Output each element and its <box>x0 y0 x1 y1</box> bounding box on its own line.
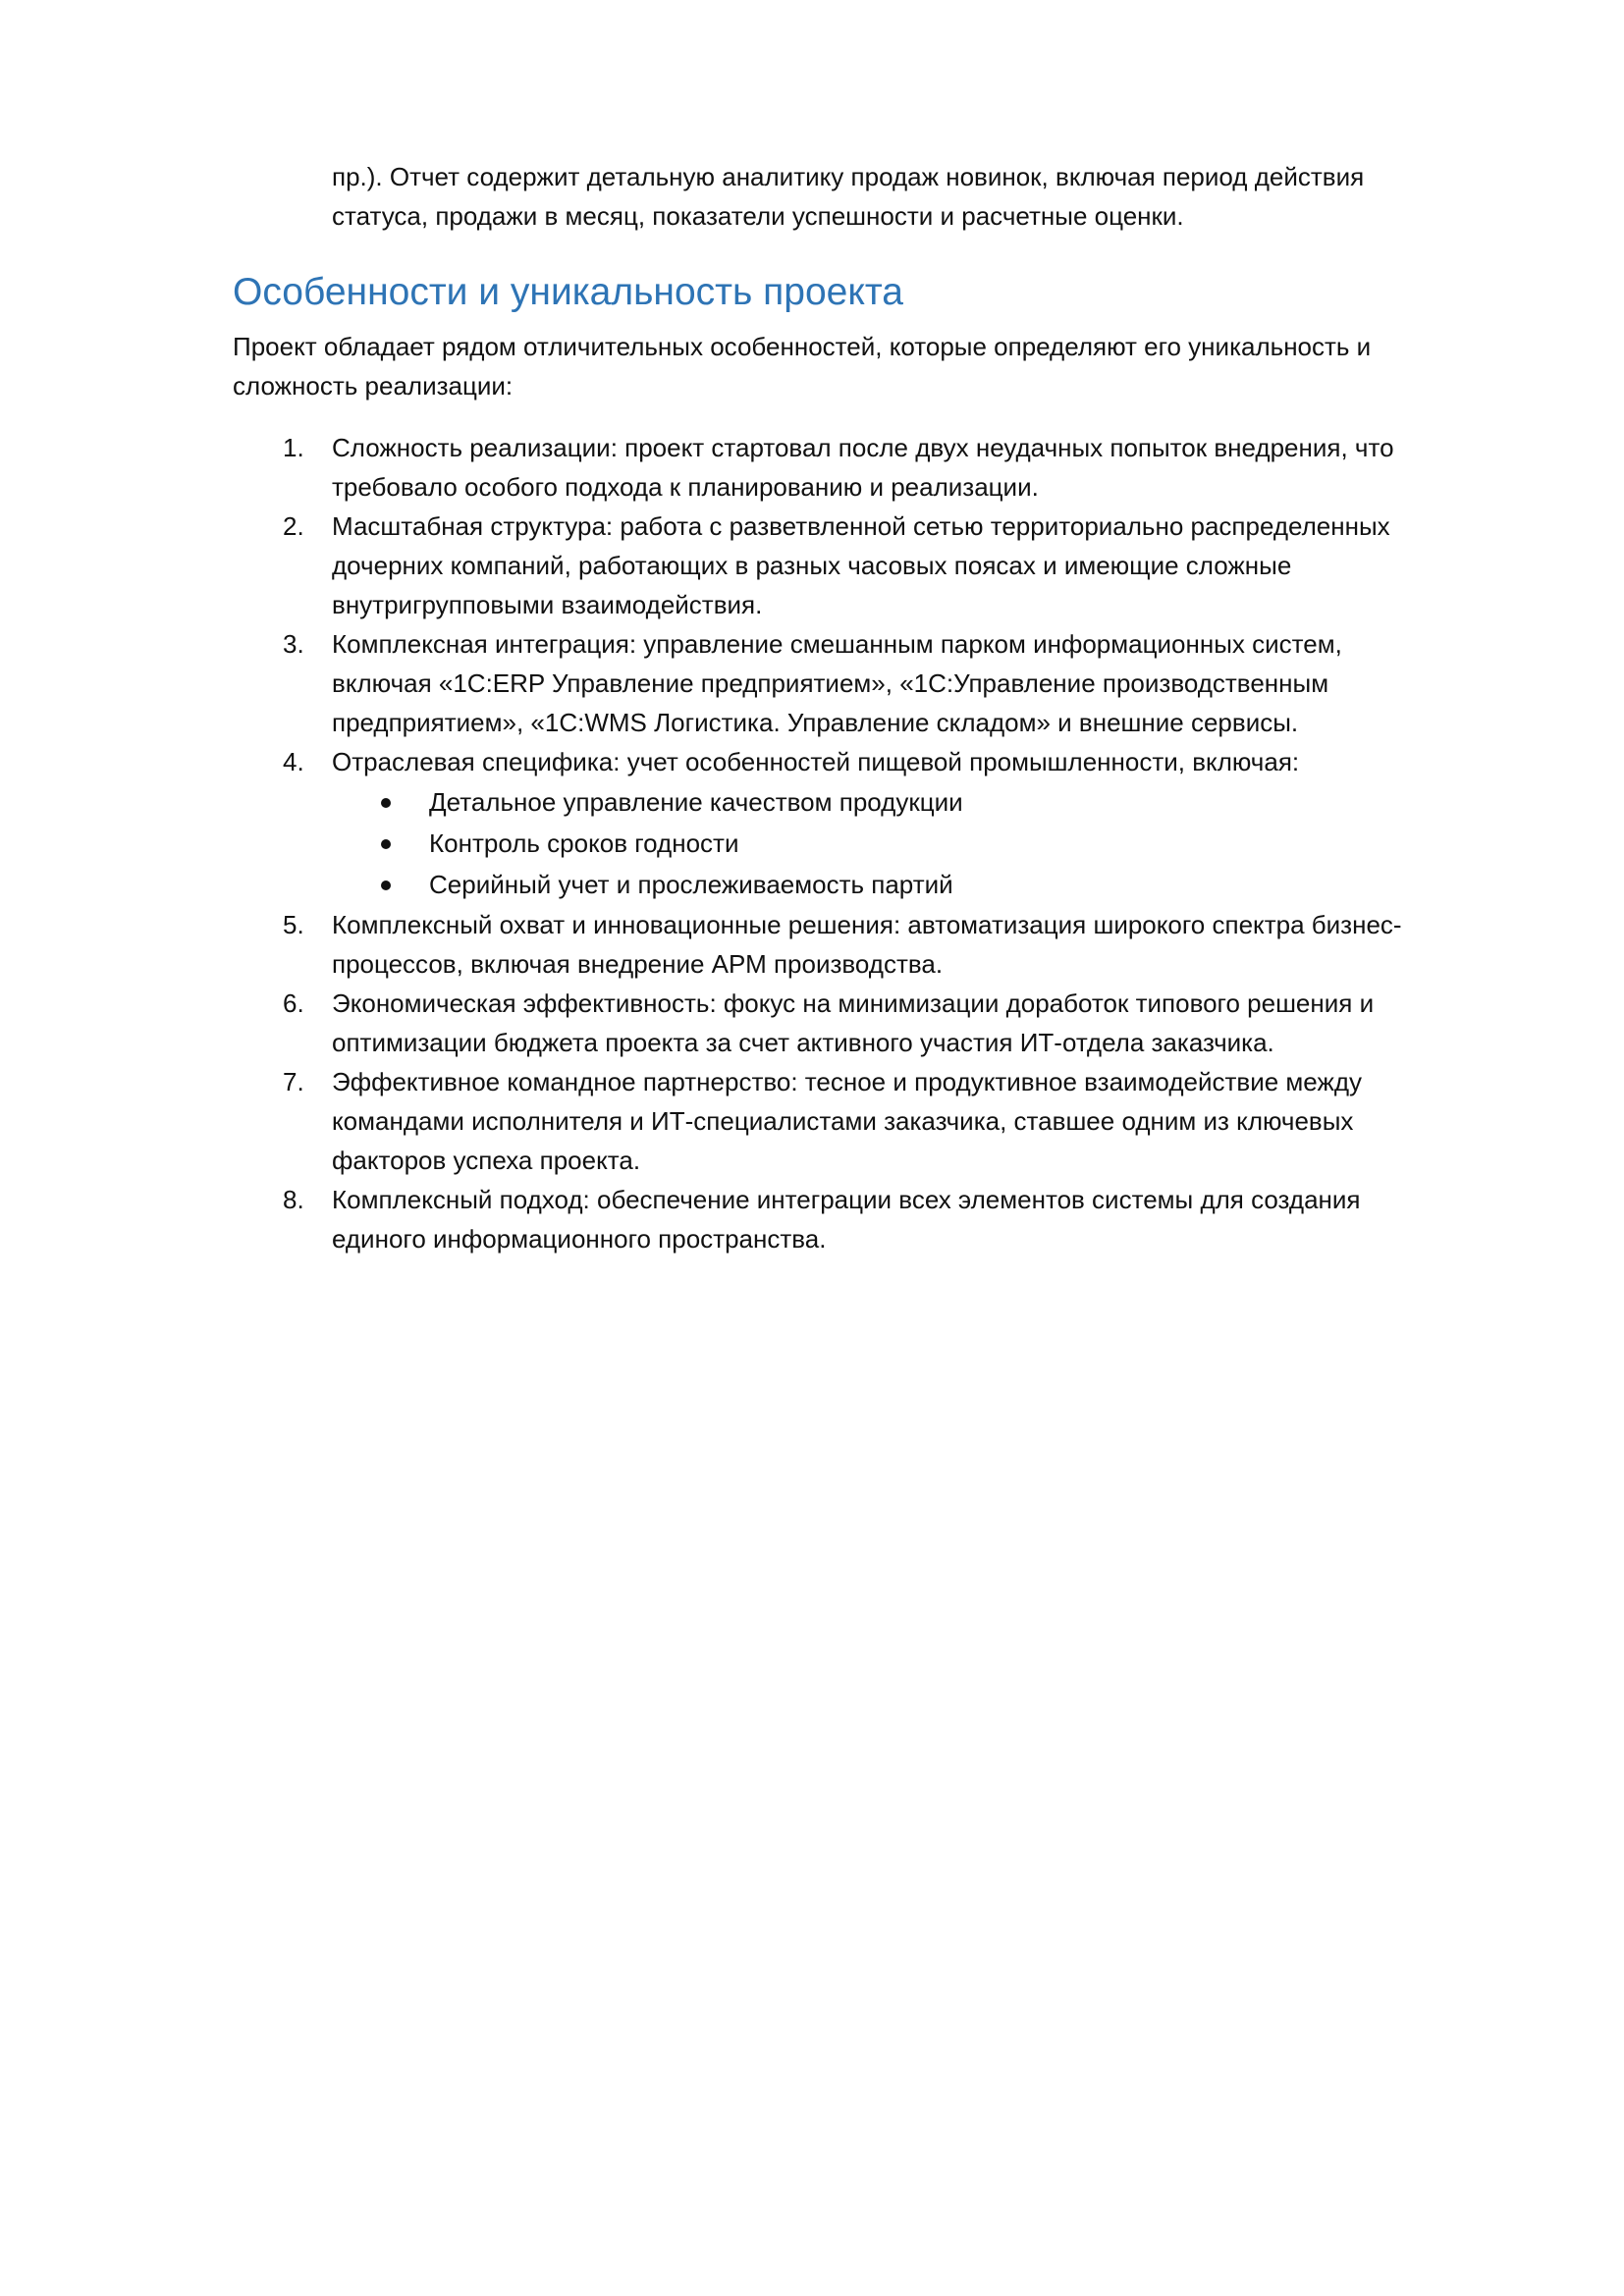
text-line: пр.). Отчет содержит детальную аналитику продаж новинок, включая период действия <box>332 162 1365 191</box>
list-number: 8. <box>283 1185 304 1214</box>
text-line: Масштабная структура: работа с разветвленной сетью территориально распределенных <box>332 511 1390 541</box>
text-line: Проект обладает рядом отличительных особенностей, которые определяют его уникальность и <box>233 332 1372 361</box>
sub-list-item-text: Детальное управление качеством продукции <box>429 787 963 817</box>
sub-list-item-text: Серийный учет и прослеживаемость партий <box>429 870 953 899</box>
text-line: единого информационного пространства. <box>332 1224 827 1254</box>
text-line: Эффективное командное партнерство: тесное и продуктивное взаимодействие между <box>332 1067 1363 1096</box>
list-number: 1. <box>283 433 304 462</box>
section-heading: Особенности и уникальность проекта <box>233 271 903 313</box>
list-item <box>233 984 1529 1062</box>
list-item <box>233 1180 1529 1258</box>
bullet-icon <box>332 781 429 823</box>
list-item-text <box>332 1180 1535 1258</box>
text-line: Комплексный подход: обеспечение интеграции всех элементов системы для создания <box>332 1185 1361 1214</box>
text-line: сложность реализации: <box>233 371 514 400</box>
text-line: оптимизации бюджета проекта за счет активного участия ИТ-отдела заказчика. <box>332 1028 1274 1057</box>
features-list <box>233 428 1529 1258</box>
text-line: факторов успеха проекта. <box>332 1146 641 1175</box>
list-number: 4. <box>283 747 304 776</box>
list-item <box>233 624 1529 742</box>
list-item <box>233 428 1529 507</box>
list-number: 2. <box>283 511 304 541</box>
text-line: включая «1С:ERP Управление предприятием», «1С:Управление производственным <box>332 668 1329 698</box>
list-item <box>233 742 1529 905</box>
sub-list-item <box>332 864 1535 905</box>
sub-list-item-text: Контроль сроков годности <box>429 828 739 858</box>
text-line: статуса, продажи в месяц, показатели успешности и расчетные оценки. <box>332 201 1184 231</box>
list-item-text <box>332 742 1535 905</box>
bullet-icon <box>332 864 429 905</box>
list-item <box>233 905 1529 984</box>
sub-list-item <box>332 823 1535 864</box>
sub-list-item <box>332 781 1535 823</box>
text-line: Комплексная интеграция: управление смешанным парком информационных систем, <box>332 629 1342 659</box>
list-number: 3. <box>283 629 304 659</box>
list-number: 6. <box>283 988 304 1018</box>
list-item-text <box>332 507 1535 624</box>
sub-list <box>332 781 1535 905</box>
list-item-text <box>332 1062 1535 1180</box>
list-item-text <box>332 624 1535 742</box>
text-line: Сложность реализации: проект стартовал после двух неудачных попыток внедрения, что <box>332 433 1394 462</box>
continuation-paragraph <box>332 157 1510 236</box>
text-line: Экономическая эффективность: фокус на минимизации доработок типового решения и <box>332 988 1375 1018</box>
list-item-text <box>332 905 1535 984</box>
bullet-icon <box>332 823 429 864</box>
list-number: 5. <box>283 910 304 939</box>
list-item-text <box>332 984 1535 1062</box>
text-line: требовало особого подхода к планированию и реализации. <box>332 472 1039 502</box>
intro-paragraph <box>233 327 1509 405</box>
text-line: внутригрупповыми взаимодействия. <box>332 590 763 619</box>
list-number: 7. <box>283 1067 304 1096</box>
text-line: предприятием», «1С:WMS Логистика. Управление складом» и внешние сервисы. <box>332 708 1299 737</box>
list-item <box>233 507 1529 624</box>
text-line: дочерних компаний, работающих в разных часовых поясах и имеющие сложные <box>332 551 1292 580</box>
text-line: командами исполнителя и ИТ-специалистами заказчика, ставшее одним из ключевых <box>332 1106 1354 1136</box>
list-item <box>233 1062 1529 1180</box>
text-line: процессов, включая внедрение АРМ производства. <box>332 949 944 979</box>
list-item-text <box>332 428 1535 507</box>
text-line: Комплексный охват и инновационные решения: автоматизация широкого спектра бизнес- <box>332 910 1402 939</box>
text-line: Отраслевая специфика: учет особенностей пищевой промышленности, включая: <box>332 747 1300 776</box>
